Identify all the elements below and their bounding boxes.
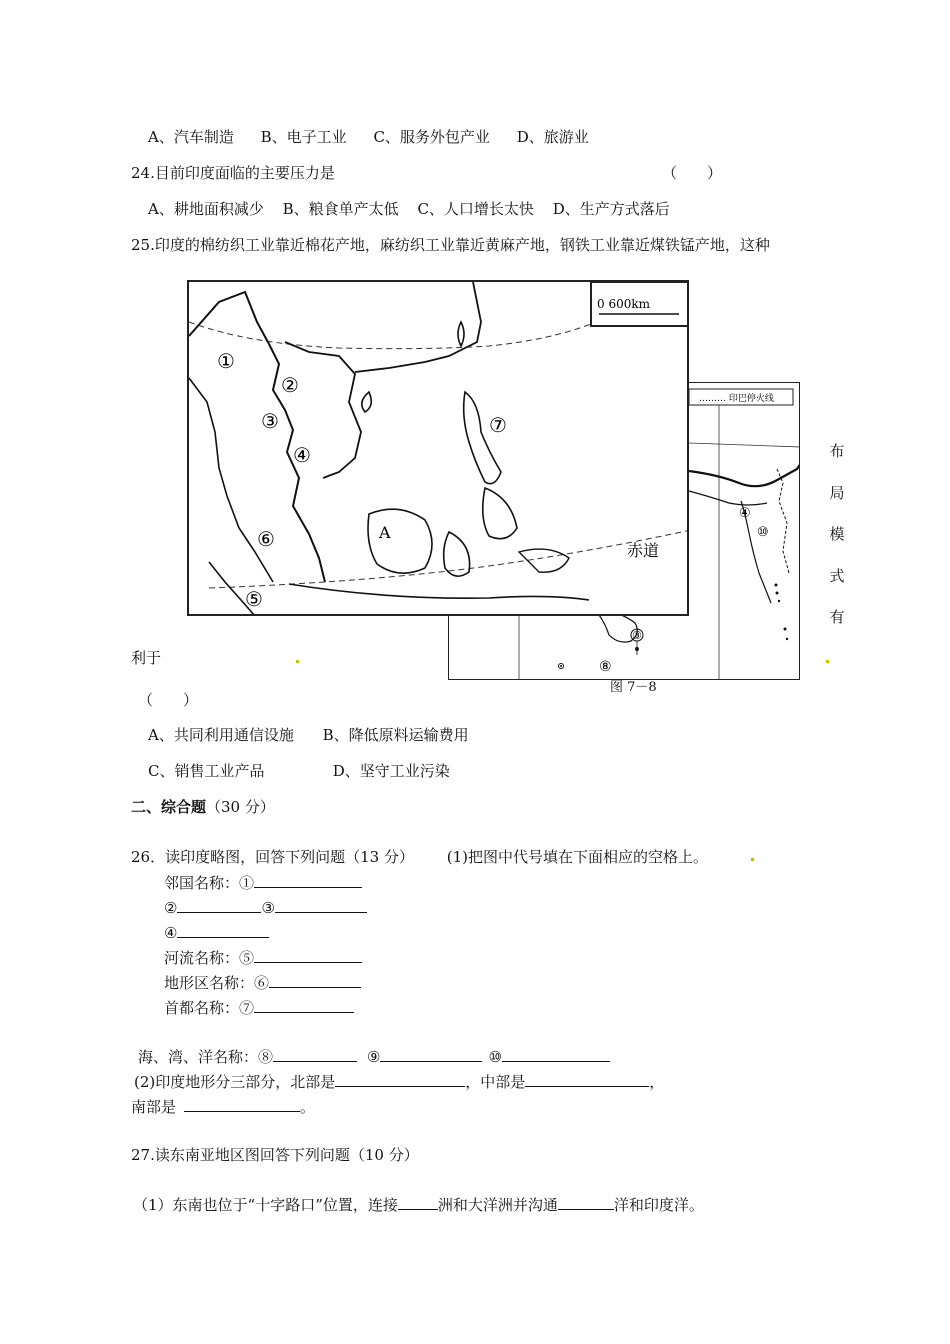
q26-river-row	[164, 947, 362, 968]
q26-marker-9: ⑨	[367, 1048, 381, 1066]
q26-blank-2[interactable]	[177, 897, 261, 913]
q24-option-b: B、粮食单产太低	[282, 200, 399, 218]
q23-option-a: A、汽车制造	[148, 128, 234, 146]
figure-caption: 图 7－8	[610, 680, 657, 695]
stray-dot	[826, 660, 829, 663]
q24-option-c: C、人口增长太快	[417, 200, 534, 218]
q25-option-c: C、销售工业产品	[148, 762, 265, 780]
q26-sea-label: 海、湾、洋名称：⑧	[138, 1048, 274, 1066]
q23-option-b: B、电子工业	[260, 128, 347, 146]
q26-neighbors-label: 邻国名称：①	[164, 874, 255, 892]
q26-part2-c: ，	[649, 1073, 665, 1091]
q26-marker-2: ②	[164, 899, 178, 917]
q25-option-b: B、降低原料运输费用	[322, 726, 469, 744]
q24-option-d: D、生产方式落后	[552, 200, 670, 218]
q26-neighbors-row	[164, 872, 362, 893]
q26-part2-row2	[131, 1096, 315, 1117]
q27-part1-c: 洋和印度洋。	[613, 1196, 704, 1214]
q27-part1-row	[133, 1194, 704, 1215]
q26-blank-1[interactable]	[254, 872, 362, 888]
q25-option-a: A、共同利用通信设施	[148, 726, 294, 744]
map-marker-7: ⑦	[489, 413, 507, 437]
map-marker-6: ⑥	[257, 527, 275, 551]
q24-option-a: A、耕地面积减少	[148, 200, 264, 218]
q27-stem: 27.读东南亚地区图回答下列问题（10 分）	[131, 1146, 419, 1164]
q26-marker-4: ④	[164, 924, 178, 942]
ceasefire-legend: ……… 印巴停火线	[699, 394, 774, 404]
southeast-asia-map-drawing	[189, 282, 689, 616]
q25-vertical-char-3: 模	[829, 525, 845, 543]
section2-heading	[131, 797, 275, 817]
q24-options	[148, 199, 670, 219]
q26-terrain-row	[164, 972, 361, 993]
map-letter-a: A	[379, 523, 391, 542]
q26-capital-label: 首都名称：⑦	[164, 999, 255, 1017]
map-marker-4: ④	[293, 443, 311, 467]
india-marker-8: ⑧	[599, 659, 612, 675]
q27-part1-b: 洲和大洋洲并沟通	[437, 1196, 558, 1214]
q25-vertical-char-2: 局	[829, 484, 845, 502]
map-scale: 0 600km	[597, 297, 651, 311]
q25-vertical-char-5: 有	[829, 608, 845, 626]
q25-answer-paren: （ ）	[138, 691, 199, 709]
map-marker-2: ②	[281, 373, 299, 397]
q23-option-c: C、服务外包产业	[373, 128, 490, 146]
stray-dot	[296, 660, 299, 663]
stray-dot	[751, 858, 754, 861]
map-marker-1: ①	[217, 349, 235, 373]
q26-sea-row	[138, 1046, 610, 1067]
q25-option-d: D、坚守工业污染	[332, 762, 450, 780]
q26-marker-3: ③	[261, 899, 275, 917]
section2-title: 二、综合题	[131, 798, 207, 816]
q24-stem: 24.目前印度面临的主要压力是	[131, 164, 335, 182]
q25-vertical-char-4: 式	[829, 567, 845, 585]
q26-blank-4[interactable]	[177, 922, 269, 938]
q23-options	[148, 127, 611, 147]
q27-blank-1[interactable]	[398, 1194, 438, 1210]
india-marker-4: ④	[739, 506, 751, 521]
q26-blank-10[interactable]	[502, 1046, 610, 1062]
q26-part2-d: 南部是	[131, 1098, 177, 1116]
q26-part2-e: 。	[300, 1098, 316, 1116]
q26-blank-6[interactable]	[269, 972, 361, 988]
q26-blank-9[interactable]	[380, 1046, 482, 1062]
q26-neighbors-row3	[164, 922, 269, 943]
india-marker-3: ③	[632, 629, 642, 642]
q24-answer-paren: （ ）	[662, 164, 723, 182]
q26-part2-a: (2)印度地形分三部分，北部是	[134, 1073, 336, 1091]
q25-vertical-char-1: 布	[829, 442, 845, 460]
q26-blank-north[interactable]	[335, 1071, 465, 1087]
q26-blank-middle[interactable]	[525, 1071, 649, 1087]
q26-stem: 26．读印度略图，回答下列问题（13 分）	[131, 848, 414, 866]
q25-options-row1	[148, 725, 469, 745]
india-marker-10: ⑩	[757, 525, 769, 540]
equator-label: 赤道	[627, 541, 660, 560]
southeast-asia-map	[187, 280, 689, 616]
map-marker-5: ⑤	[245, 587, 263, 611]
q26-marker-10: ⑩	[488, 1048, 502, 1066]
q26-capital-row	[164, 997, 354, 1018]
q26-blank-7[interactable]	[254, 997, 354, 1013]
section2-score: （30 分）	[206, 798, 275, 816]
q26-neighbors-row2	[164, 897, 367, 918]
q25-stem: 25.印度的棉纺织工业靠近棉花产地，麻纺织工业靠近黄麻产地，钢铁工业靠近煤铁锰产地，这种	[131, 236, 770, 254]
q23-option-d: D、旅游业	[516, 128, 589, 146]
q26-part1: (1)把图中代号填在下面相应的空格上。	[446, 848, 708, 866]
q26-blank-3[interactable]	[275, 897, 367, 913]
q26-blank-5[interactable]	[254, 947, 362, 963]
q25-stem-end: 利于	[131, 649, 162, 667]
map-marker-3: ③	[261, 409, 279, 433]
q25-options-row2	[148, 761, 450, 781]
q26-terrain-label: 地形区名称：⑥	[164, 974, 270, 992]
q26-blank-8[interactable]	[273, 1046, 357, 1062]
q26-river-label: 河流名称：⑤	[164, 949, 255, 967]
q26-stem-line	[131, 847, 708, 867]
q27-blank-2[interactable]	[558, 1194, 614, 1210]
q26-blank-south[interactable]	[184, 1096, 300, 1112]
q26-part2-row	[134, 1071, 664, 1092]
q26-part2-b: ，中部是	[465, 1073, 526, 1091]
q27-part1-a: （1）东南也位于“十字路口”位置，连接	[133, 1196, 398, 1214]
